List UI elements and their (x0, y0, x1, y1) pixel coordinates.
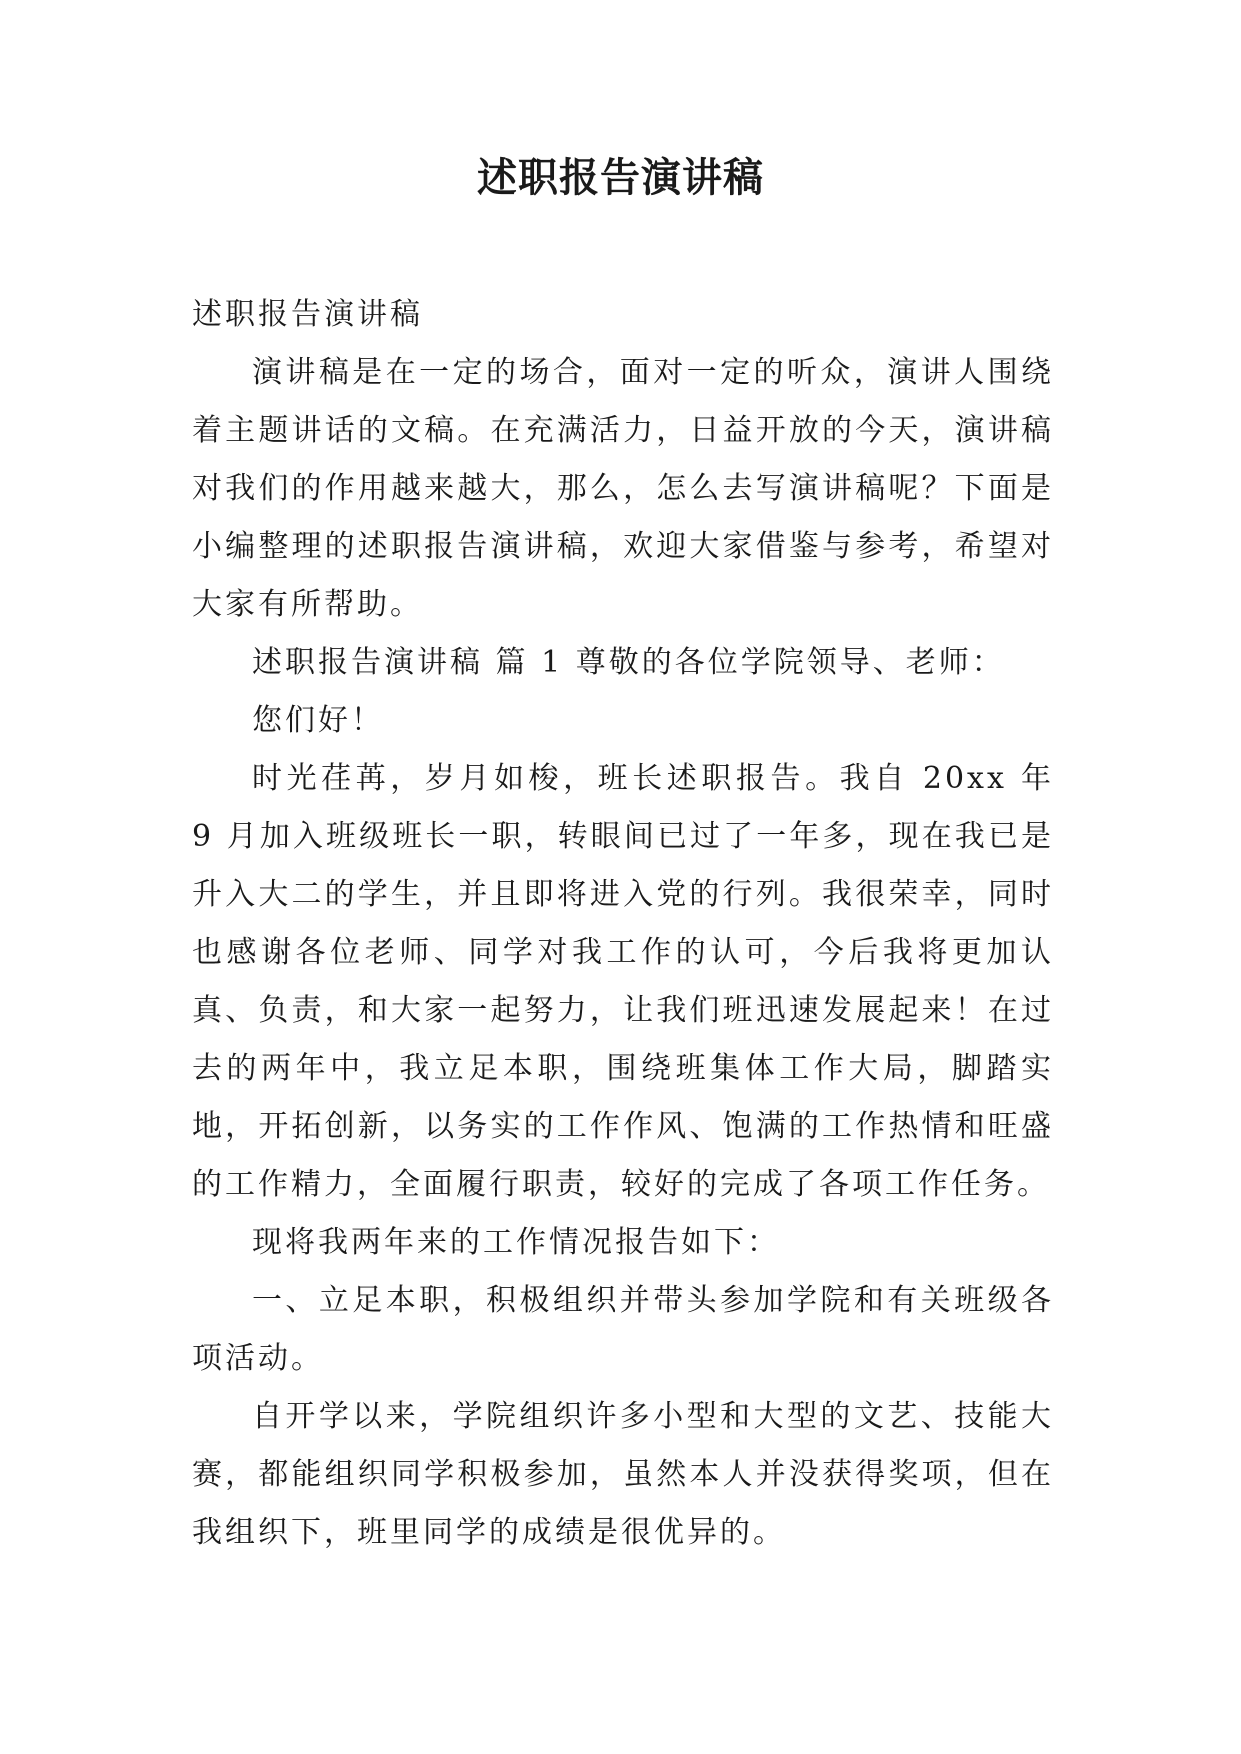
document-title: 述职报告演讲稿 (477, 154, 764, 201)
paragraph-section-one-body: 自开学以来，学院组织许多小型和大型的文艺、技能大赛，都能组织同学积极参加，虽然本人并没获得奖项，但在我组织下，班里同学的成绩是很优异的。 (192, 1399, 1054, 1550)
paragraph-report-intro: 现将我两年来的工作情况报告如下： (252, 1225, 780, 1260)
paragraph-subtitle: 述职报告演讲稿 (192, 297, 423, 332)
paragraph-section-one-heading: 一、立足本职，积极组织并带头参加学院和有关班级各项活动。 (192, 1283, 1054, 1376)
document-body (192, 286, 1054, 1562)
paragraph-intro: 演讲稿是在一定的场合，面对一定的听众，演讲人围绕着主题讲话的文稿。在充满活力，日益开放的今天，演讲稿对我们的作用越来越大，那么，怎么去写演讲稿呢？下面是小编整理的述职报告演讲稿，欢迎大家借鉴与参考，希望对大家有所帮助。 (192, 355, 1054, 622)
paragraph-salutation: 述职报告演讲稿 篇 1 尊敬的各位学院领导、老师： (252, 645, 1005, 680)
paragraph-review: 时光荏苒，岁月如梭，班长述职报告。我自 20xx 年 9 月加入班级班长一职，转眼间已过了一年多，现在我已是升入大二的学生，并且即将进入党的行列。我很荣幸，同时也感谢各位老师、同学对我工作的认可，今后我将更加认真、负责，和大家一起努力，让我们班迅速发展起来！在过去的两年中，我立足本职，围绕班集体工作大局，脚踏实地，开拓创新，以务实的工作作风、饱满的工作热情和旺盛的工作精力，全面履行职责，较好的完成了各项工作任务。 (192, 761, 1054, 1202)
paragraph-greeting: 您们好！ (252, 703, 384, 738)
